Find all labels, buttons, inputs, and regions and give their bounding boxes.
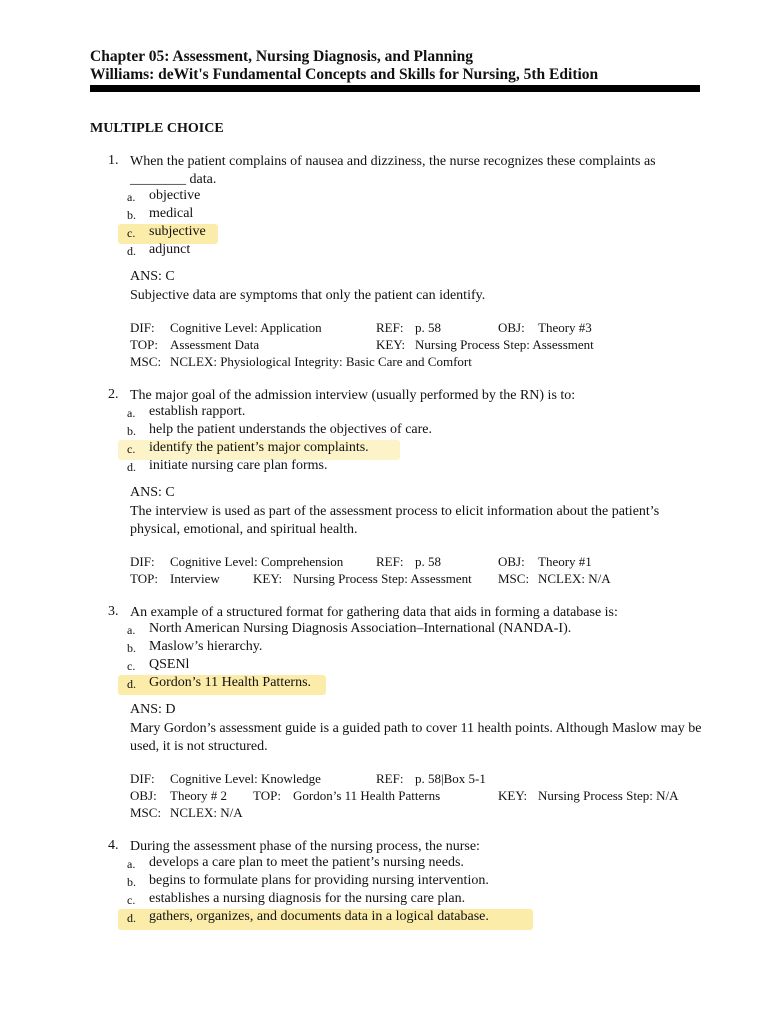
meta-value: Cognitive Level: Knowledge (170, 771, 321, 786)
option-text: establish rapport. (149, 404, 246, 419)
meta-value: Gordon’s 11 Health Patterns (293, 788, 441, 803)
option-text: initiate nursing care plan forms. (149, 458, 328, 473)
option-letter: b. (127, 208, 136, 222)
option-letter: b. (127, 641, 136, 655)
header-rule (90, 85, 700, 92)
meta-value: Theory #1 (538, 554, 592, 569)
chapter-title: Chapter 05: Assessment, Nursing Diagnosis, and Planning (90, 48, 473, 65)
option-text: QSENl (149, 657, 190, 672)
option-text: begins to formulate plans for providing nursing intervention. (149, 873, 489, 888)
option-text: help the patient understands the objectives of care. (149, 422, 433, 437)
option-letter: d. (127, 677, 136, 691)
option-letter: b. (127, 424, 136, 438)
question-stem: The major goal of the admission interview (usually performed by the RN) is to: (130, 388, 576, 403)
question-stem: An example of a structured format for gathering data that aids in forming a database is: (130, 605, 618, 620)
question-number: 1. (108, 153, 119, 168)
option-letter: c. (127, 442, 136, 456)
question-number: 2. (108, 387, 119, 402)
answer-explanation: Subjective data are symptoms that only the patient can identify. (130, 288, 486, 303)
meta-label: OBJ: (498, 320, 525, 335)
meta-value: p. 58|Box 5-1 (415, 771, 486, 786)
meta-value: NCLEX: N/A (538, 571, 611, 586)
meta-label: REF: (376, 554, 404, 569)
option-text: North American Nursing Diagnosis Association–International (NANDA-I). (149, 621, 572, 636)
option-letter: c. (127, 659, 136, 673)
meta-label: OBJ: (130, 788, 157, 803)
meta-label: KEY: (498, 788, 528, 803)
meta-value: NCLEX: Physiological Integrity: Basic Care and Comfort (170, 354, 472, 369)
meta-value: Interview (170, 571, 220, 586)
meta-label: TOP: (130, 571, 158, 586)
meta-label: DIF: (130, 320, 155, 335)
book-title: Williams: deWit's Fundamental Concepts and Skills for Nursing, 5th Edition (90, 66, 599, 83)
option-text: medical (149, 206, 194, 221)
option-letter: a. (127, 406, 136, 420)
section-title: MULTIPLE CHOICE (90, 121, 224, 136)
option-letter: a. (127, 857, 136, 871)
option-text: subjective (149, 224, 206, 239)
question-stem: When the patient complains of nausea and dizziness, the nurse recognizes these complaints as ________ data. (130, 154, 656, 187)
meta-value: Cognitive Level: Comprehension (170, 554, 344, 569)
option-letter: a. (127, 190, 136, 204)
answer-explanation: Mary Gordon’s assessment guide is a guided path to cover 11 health points. Although Maslow may be used, it is not structured. (130, 721, 702, 754)
meta-label: KEY: (376, 337, 406, 352)
meta-label: REF: (376, 771, 404, 786)
meta-value: Theory #3 (538, 320, 592, 335)
question-number: 3. (108, 604, 119, 619)
option-letter: d. (127, 460, 136, 474)
meta-value: Nursing Process Step: Assessment (293, 571, 472, 586)
option-letter: b. (127, 875, 136, 889)
option-text: adjunct (149, 242, 191, 257)
answer-explanation: The interview is used as part of the assessment process to elicit information about the patient’s physical, emotional, and spiritual health. (130, 504, 660, 537)
option-letter: a. (127, 623, 136, 637)
answer-key: ANS: C (130, 485, 175, 500)
meta-label: DIF: (130, 554, 155, 569)
option-letter: c. (127, 893, 136, 907)
meta-value: p. 58 (415, 554, 441, 569)
option-text: Maslow’s hierarchy. (149, 639, 263, 654)
option-text: gathers, organizes, and documents data in a logical database. (149, 909, 489, 924)
meta-value: Theory # 2 (170, 788, 228, 803)
meta-label: KEY: (253, 571, 283, 586)
meta-value: p. 58 (415, 320, 441, 335)
meta-label: OBJ: (498, 554, 525, 569)
option-text: develops a care plan to meet the patient’s nursing needs. (149, 855, 464, 870)
meta-label: TOP: (130, 337, 158, 352)
meta-value: NCLEX: N/A (170, 805, 243, 820)
answer-key: ANS: D (130, 702, 176, 717)
option-letter: c. (127, 226, 136, 240)
option-text: identify the patient’s major complaints. (149, 440, 369, 455)
meta-value: Nursing Process Step: Assessment (415, 337, 594, 352)
option-letter: d. (127, 244, 136, 258)
option-text: objective (149, 188, 201, 203)
meta-label: MSC: (130, 354, 162, 369)
meta-label: REF: (376, 320, 404, 335)
meta-value: Cognitive Level: Application (170, 320, 322, 335)
option-text: establishes a nursing diagnosis for the nursing care plan. (149, 891, 466, 906)
question-stem: During the assessment phase of the nursing process, the nurse: (130, 839, 480, 854)
meta-value: Nursing Process Step: N/A (538, 788, 679, 803)
option-text: Gordon’s 11 Health Patterns. (149, 675, 312, 690)
answer-key: ANS: C (130, 269, 175, 284)
meta-value: Assessment Data (170, 337, 260, 352)
meta-label: DIF: (130, 771, 155, 786)
meta-label: MSC: (130, 805, 162, 820)
meta-label: MSC: (498, 571, 530, 586)
option-letter: d. (127, 911, 136, 925)
question-number: 4. (108, 838, 119, 853)
meta-label: TOP: (253, 788, 281, 803)
